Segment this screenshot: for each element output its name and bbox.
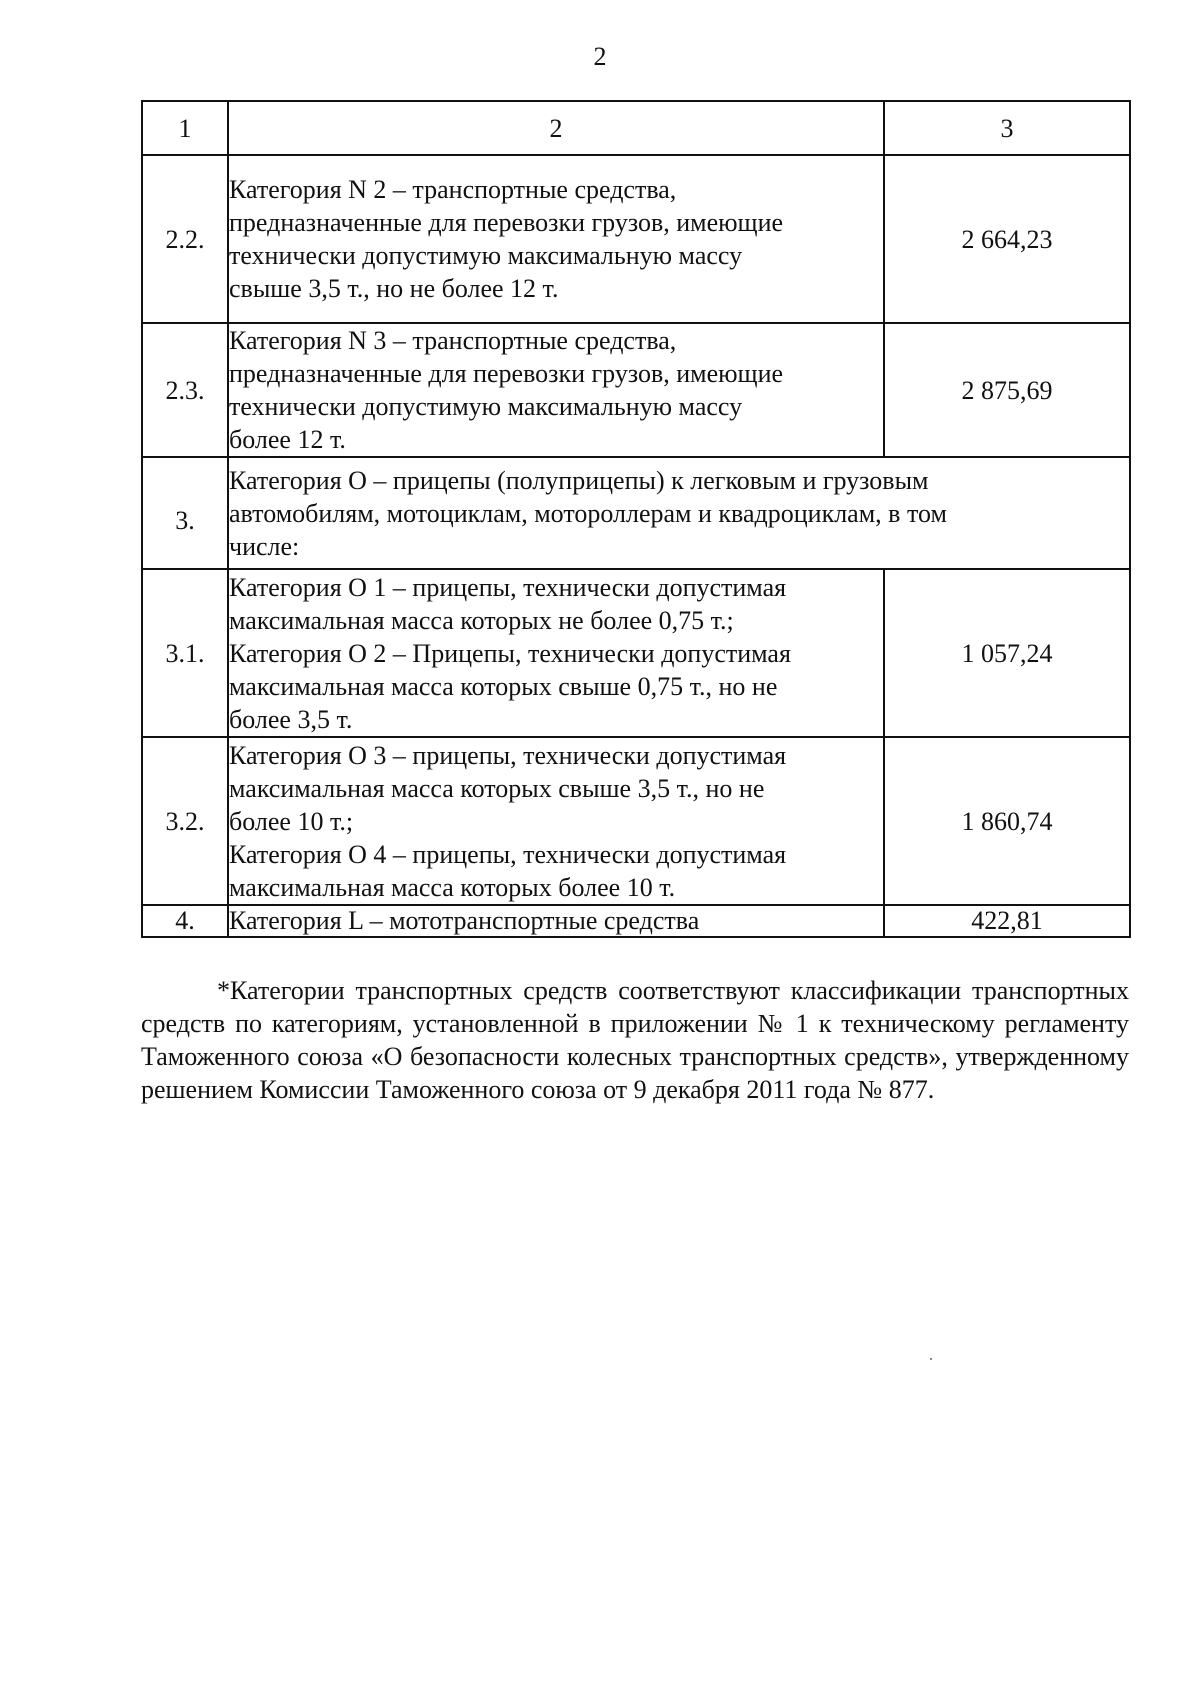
row-value: 2 875,69 (884, 323, 1130, 457)
row-number: 3.2. (142, 737, 228, 905)
description-line: Категория О – прицепы (полуприцепы) к легковым и грузовым (229, 465, 929, 495)
header-col-3: 3 (884, 101, 1130, 155)
table-row (142, 737, 1130, 905)
description-line: более 10 т.; (229, 806, 354, 836)
row-number: 2.3. (142, 323, 228, 457)
row-description (228, 737, 884, 905)
table-row (142, 155, 1130, 323)
table-row (142, 457, 1130, 569)
description-line: Категория N 2 – транспортные средства, (229, 175, 677, 204)
row-number: 3. (142, 457, 228, 569)
description-line: Категория N 3 – транспортные средства, (229, 326, 677, 355)
description-line: максимальная масса которых свыше 3,5 т., но не (229, 773, 765, 803)
footnote: *Категории транспортных средств соответствуют классификации транспортных средств по категориям, установленной в приложении № 1 к техническому регламенту Таможенного союза «О безопасности колесных транспортных средств», утвержденному решением Комиссии Таможенного союза от 9 декабря 2011 года № 877. (141, 976, 1129, 1104)
row-number: 3.1. (142, 569, 228, 737)
page-number: 2 (593, 42, 607, 71)
row-description (228, 569, 884, 737)
description-line: технически допустимую максимальную массу (229, 392, 743, 421)
description-line: более 3,5 т. (229, 704, 353, 734)
description-line: числе: (229, 531, 300, 561)
description-line: предназначенные для перевозки грузов, имеющие (229, 208, 784, 237)
row-description (228, 905, 884, 937)
tariff-table (141, 100, 1131, 938)
description-line: предназначенные для перевозки грузов, имеющие (229, 359, 784, 388)
description-line: Категория О 2 – Прицепы, технически допустимая (229, 638, 791, 668)
description-line: свыше 3,5 т., но не более 12 т. (229, 274, 559, 303)
description-line: Категория О 1 – прицепы, технически допустимая (229, 572, 787, 602)
description-line: Категория L – мототранспортные средства (229, 906, 700, 935)
header-col-2: 2 (228, 101, 884, 155)
description-line: максимальная масса которых более 10 т. (229, 872, 676, 902)
row-value: 2 664,23 (884, 155, 1130, 323)
header-col-1: 1 (142, 101, 228, 155)
description-line: Категория О 3 – прицепы, технически допустимая (229, 740, 787, 770)
row-description-merged (228, 457, 1130, 569)
row-number: 2.2. (142, 155, 228, 323)
description-line: технически допустимую максимальную массу (229, 241, 743, 270)
description-line: максимальная масса которых не более 0,75 т.; (229, 605, 734, 635)
description-line: максимальная масса которых свыше 0,75 т., но не (229, 671, 778, 701)
table-row (142, 905, 1130, 937)
row-value: 1 860,74 (884, 737, 1130, 905)
row-number: 4. (142, 905, 228, 937)
table-row (142, 569, 1130, 737)
table-row (142, 323, 1130, 457)
scan-speck (930, 1358, 932, 1360)
row-description (228, 323, 884, 457)
table-header-row (142, 101, 1130, 155)
row-value: 422,81 (884, 905, 1130, 937)
description-line: более 12 т. (229, 425, 346, 454)
row-value: 1 057,24 (884, 569, 1130, 737)
description-line: автомобилям, мотоциклам, мотороллерам и квадроциклам, в том (229, 498, 947, 528)
description-line: Категория О 4 – прицепы, технически допустимая (229, 839, 787, 869)
row-description (228, 155, 884, 323)
